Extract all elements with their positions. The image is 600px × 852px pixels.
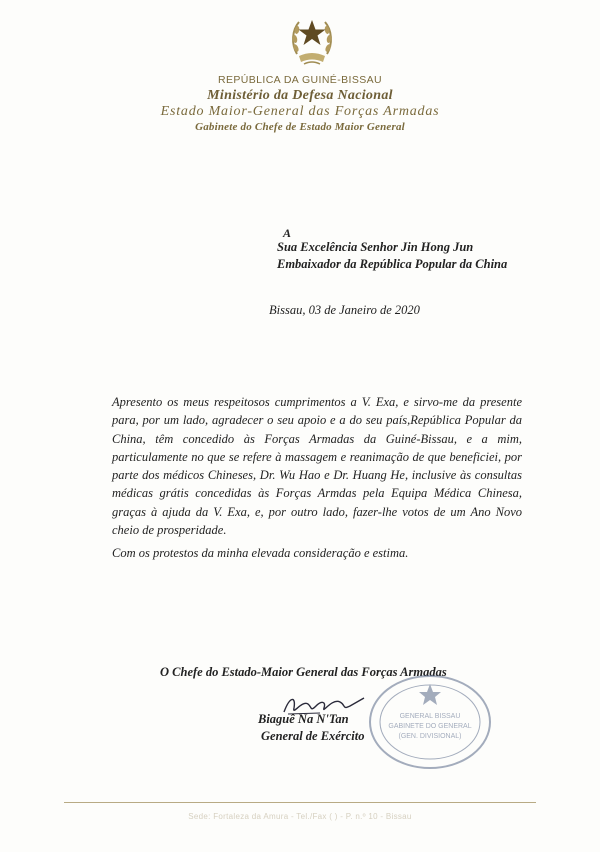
stamp-line-3: (GEN. DIVISIONAL) <box>398 733 462 740</box>
signature-title: O Chefe do Estado-Maior General das Forças Armadas <box>160 665 447 679</box>
address-prefix: A <box>283 226 292 240</box>
national-emblem-icon <box>289 14 335 72</box>
header-ministry: Ministério da Defesa Nacional <box>207 88 393 103</box>
stamp-line-1: GENERAL BISSAU <box>399 713 461 720</box>
footer-address: Sede: Fortaleza da Amura - Tel./Fax ( ) - P. n.º 10 - Bissau <box>188 812 412 821</box>
header-country: REPÚBLICA DA GUINÉ-BISSAU <box>217 74 383 86</box>
signatory-name: Biaguê Na N'Tan <box>258 712 349 726</box>
letter-date: Bissau, 03 de Janeiro de 2020 <box>269 303 420 317</box>
signatory-rank: General de Exército <box>261 729 365 743</box>
address-title: Embaixador da República Popular da China <box>277 257 508 271</box>
stamp-line-2: GABINETE DO GENERAL <box>388 723 472 730</box>
header-staff: Estado Maior-General das Forças Armadas <box>160 104 440 119</box>
letter-closing: Com os protestos da minha elevada consideração e estima. <box>112 546 409 560</box>
letter-body: Apresento os meus respeitosos cumprimentos a V. Exa, e sirvo-me da presente para, por um lado, agradecer o seu apoio e a do seu país,República Popular da China, têm concedido às Forças Armadas da Guiné-Bissau, e a mim, particulamente no que se refere à massagem e reanimação de que beneficiei, por parte dos médicos Chineses, Dr. Wu Hao e Dr. Huang He, inclusive às consultas médicas grátis concedidas às Forças Armdas pela Equipa Médica Chinesa, graças à ajuda da V. Exa, e, por outro lado, fazer-lhe votos de um Ano Novo cheio de prosperidade. <box>112 395 522 538</box>
footer-divider <box>64 802 536 803</box>
official-stamp-icon <box>366 672 494 772</box>
header-office: Gabinete do Chefe de Estado Maior General <box>195 121 405 133</box>
address-recipient: Sua Excelência Senhor Jin Hong Jun <box>277 240 474 254</box>
